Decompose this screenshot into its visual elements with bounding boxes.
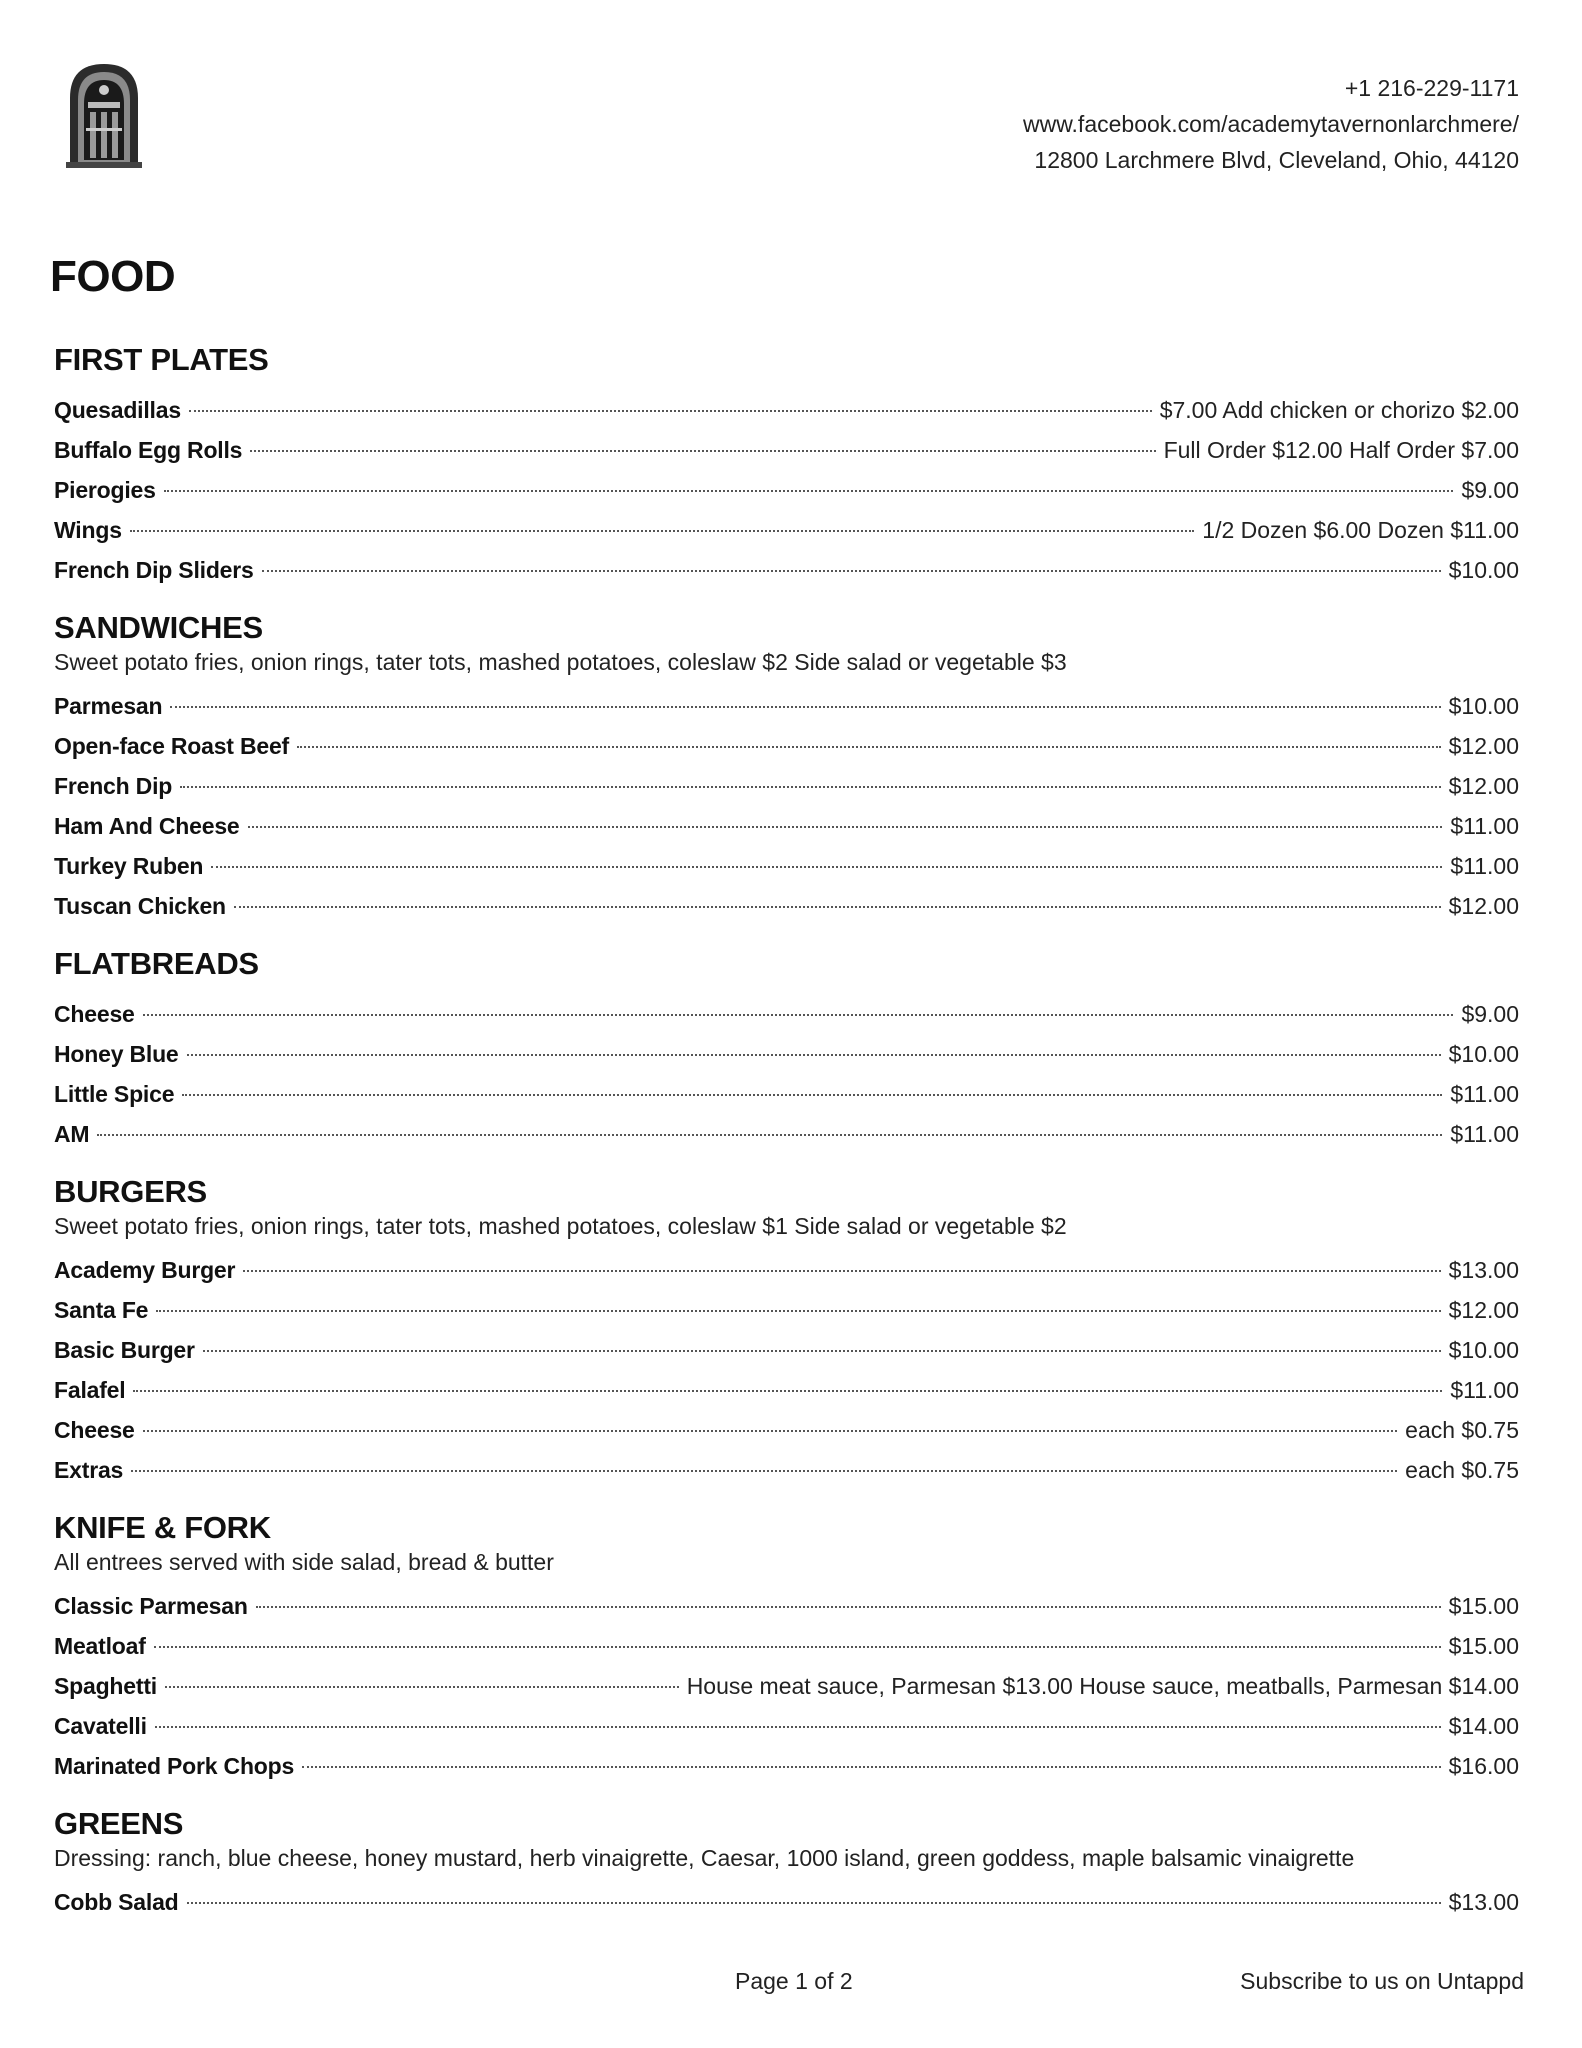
menu-item [54,1114,1519,1154]
menu-item-name: Falafel [54,1377,126,1403]
menu-item [54,726,1519,766]
menu-section [54,1508,1519,1786]
section-description: All entrees served with side salad, bread & butter [54,1549,554,1575]
menu-item-name: Cobb Salad [54,1889,179,1915]
dot-leader [155,1726,1441,1728]
section-title: SANDWICHES [54,610,263,645]
menu-section [54,1804,1519,1922]
menu-item-price: $12.00 [1448,893,1519,919]
menu-item [54,846,1519,886]
menu-item-name: Cheese [54,1001,135,1027]
menu-item [54,1626,1519,1666]
menu-item [54,766,1519,806]
dot-leader [302,1766,1441,1768]
menu-item-name: Honey Blue [54,1041,179,1067]
dot-leader [189,410,1152,412]
menu-item [54,1410,1519,1450]
menu-item-price: $12.00 [1448,773,1519,799]
menu-item-price: $11.00 [1450,853,1519,879]
menu-item [54,430,1519,470]
dot-leader [130,530,1195,532]
dot-leader [133,1390,1442,1392]
section-title: GREENS [54,1806,184,1841]
menu-item-list [54,686,1519,926]
tavern-arch-logo [64,58,144,170]
menu-item-price: Full Order $12.00 Half Order $7.00 [1163,437,1519,463]
menu-item [54,390,1519,430]
menu-item-name: Spaghetti [54,1673,157,1699]
menu-item-price: $12.00 [1448,733,1519,759]
section-title: FLATBREADS [54,946,259,981]
address: 12800 Larchmere Blvd, Cleveland, Ohio, 44120 [1034,147,1519,173]
dot-leader [243,1270,1440,1272]
menu-item [54,886,1519,926]
dot-leader [234,906,1441,908]
menu-item-price: $9.00 [1461,1001,1519,1027]
menu-item [54,806,1519,846]
menu-item [54,1034,1519,1074]
menu-item-price: $10.00 [1448,557,1519,583]
menu-item-price: $14.00 [1448,1713,1519,1739]
menu-item-name: Cavatelli [54,1713,147,1739]
section-description: Sweet potato fries, onion rings, tater tots, mashed potatoes, coleslaw $2 Side salad or vegetable $3 [54,649,1067,675]
menu-item-price: $10.00 [1448,1041,1519,1067]
page-title: FOOD [50,252,176,301]
dot-leader [170,706,1440,708]
menu-item-price: $11.00 [1450,813,1519,839]
phone-number: +1 216-229-1171 [1344,75,1519,101]
dot-leader [203,1350,1441,1352]
dot-leader [187,1902,1441,1904]
menu-item-name: Pierogies [54,477,156,503]
dot-leader [256,1606,1441,1608]
dot-leader [262,570,1441,572]
menu-item-price: $12.00 [1448,1297,1519,1323]
menu-item-list [54,1250,1519,1490]
menu-item [54,686,1519,726]
menu-item-price: $10.00 [1448,693,1519,719]
dot-leader [156,1310,1440,1312]
menu-item-name: Open-face Roast Beef [54,733,290,759]
menu-item-list [54,994,1519,1154]
menu-item-price: $9.00 [1461,477,1519,503]
menu-item-price: 1/2 Dozen $6.00 Dozen $11.00 [1202,517,1519,543]
dot-leader [248,826,1443,828]
dot-leader [297,746,1441,748]
menu-item-name: Meatloaf [54,1633,146,1659]
dot-leader [164,490,1454,492]
menu-item-price: $10.00 [1448,1337,1519,1363]
menu-item [54,1250,1519,1290]
dot-leader [143,1430,1398,1432]
dot-leader [180,786,1441,788]
menu-item [54,1074,1519,1114]
dot-leader [154,1646,1441,1648]
menu-item [54,1290,1519,1330]
menu-section [54,608,1519,926]
dot-leader [187,1054,1441,1056]
menu-item-name: French Dip [54,773,173,799]
menu-item [54,1330,1519,1370]
menu-item-name: French Dip Sliders [54,557,254,583]
menu-item-name: Turkey Ruben [54,853,204,879]
dot-leader [143,1014,1454,1016]
menu-item-price: each $0.75 [1405,1457,1519,1483]
dot-leader [250,450,1155,452]
menu-item [54,1586,1519,1626]
menu-item-price: $11.00 [1450,1081,1519,1107]
menu-item [54,994,1519,1034]
subscribe-link[interactable]: Subscribe to us on Untappd [1240,1968,1524,1994]
dot-leader [131,1470,1397,1472]
dot-leader [97,1134,1442,1136]
menu-section [54,340,1519,590]
contact-info [1023,70,1519,178]
website-link[interactable]: www.facebook.com/academytavernonlarchmere/ [1022,111,1519,137]
menu-item-name: Extras [54,1457,124,1483]
menu-item-name: Wings [54,517,122,543]
menu-item-name: AM [54,1121,90,1147]
menu-section [54,944,1519,1154]
menu-item-price: $7.00 Add chicken or chorizo $2.00 [1159,397,1519,423]
dot-leader [211,866,1442,868]
menu-item-price: $11.00 [1450,1377,1519,1403]
menu-item-list [54,390,1519,590]
menu-item-price: $11.00 [1450,1121,1519,1147]
section-title: FIRST PLATES [54,342,269,377]
dot-leader [182,1094,1442,1096]
menu-item [54,1450,1519,1490]
menu-item-price: $15.00 [1448,1593,1519,1619]
menu-item-price: House meat sauce, Parmesan $13.00 House sauce, meatballs, Parmesan $14.00 [686,1673,1519,1699]
menu [54,340,1519,1940]
menu-item-price: $16.00 [1448,1753,1519,1779]
menu-item-list [54,1586,1519,1786]
menu-item-price: each $0.75 [1405,1417,1519,1443]
menu-item-name: Buffalo Egg Rolls [54,437,243,463]
dot-leader [165,1686,679,1688]
menu-item [54,1370,1519,1410]
section-title: BURGERS [54,1174,207,1209]
menu-item-price: $15.00 [1448,1633,1519,1659]
menu-item-name: Basic Burger [54,1337,195,1363]
menu-section [54,1172,1519,1490]
menu-item-name: Marinated Pork Chops [54,1753,295,1779]
menu-item-name: Parmesan [54,693,163,719]
menu-item-name: Classic Parmesan [54,1593,248,1619]
menu-item [54,1746,1519,1786]
menu-item-name: Quesadillas [54,397,181,423]
menu-item-name: Tuscan Chicken [54,893,226,919]
menu-item [54,550,1519,590]
menu-item-name: Santa Fe [54,1297,149,1323]
menu-item-name: Little Spice [54,1081,175,1107]
section-description: Sweet potato fries, onion rings, tater tots, mashed potatoes, coleslaw $1 Side salad or vegetable $2 [54,1213,1067,1239]
menu-item-price: $13.00 [1448,1257,1519,1283]
menu-item [54,1706,1519,1746]
menu-item [54,510,1519,550]
menu-item [54,1666,1519,1706]
menu-item-name: Cheese [54,1417,135,1443]
menu-item [54,1882,1519,1922]
menu-item-name: Academy Burger [54,1257,236,1283]
menu-item [54,470,1519,510]
section-title: KNIFE & FORK [54,1510,271,1545]
page-number: Page 1 of 2 [735,1968,853,1994]
menu-item-price: $13.00 [1448,1889,1519,1915]
menu-item-list [54,1882,1519,1922]
menu-item-name: Ham And Cheese [54,813,240,839]
section-description: Dressing: ranch, blue cheese, honey mustard, herb vinaigrette, Caesar, 1000 island, green goddess, maple balsamic vinaigrette [54,1845,1355,1871]
